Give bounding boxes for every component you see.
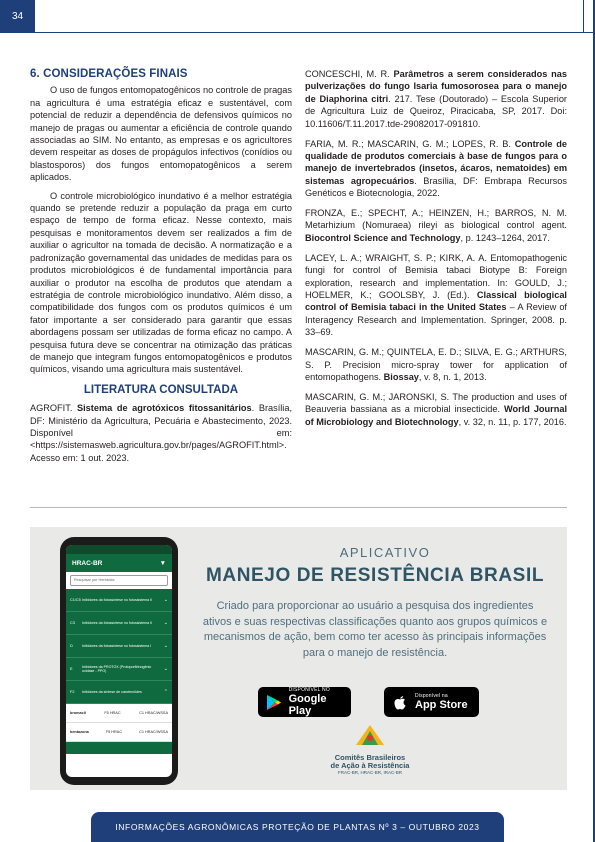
phone-list-item: C1/C5 Inibidores da fotossíntese no fotossistema II ⌄ xyxy=(66,589,172,612)
page-number: 34 xyxy=(0,0,35,32)
phone-herbicide-row: bromacil F5 HRAC C1 HRAC/WSSA xyxy=(66,704,172,723)
google-play-icon xyxy=(263,694,285,711)
chevron-up-icon: ⌃ xyxy=(163,689,168,695)
banner-subtitle: APLICATIVO xyxy=(339,545,431,560)
cba-logo: Comitês Brasileiros de Ação à Resistência FRAC-BR, HRAC-BR, IRAC-BR xyxy=(330,723,410,783)
phone-app-title: HRAC-BR xyxy=(72,559,103,567)
filter-icon: ▼ xyxy=(159,559,166,567)
reference-item: LACEY, L. A.; WRAIGHT, S. P.; KIRK, A. A. Entomopathogenic fungi for control of Bemisia tabaci Biotype B: Foreign exploration, research and implementation. In: GOULD, J.; HOELMER, K.; GOOLSBY, J. (Ed.). Classical biological control of Bemisia tabaci in the United States – A Review of Interagency Research and Implementation. Springer, 2008. p. 33–69. xyxy=(305,252,567,338)
app-banner[interactable] xyxy=(30,527,567,790)
reference-item: MASCARIN, G. M.; QUINTELA, E. D.; SILVA, E. G.; ARTHURS, S. P. Precision micro-spray tower for application of entomopathogens. Biossay, v. 8, n. 1, 2013. xyxy=(305,347,567,382)
section-heading: 6. CONSIDERAÇÕES FINAIS xyxy=(30,68,188,80)
app-store-button[interactable]: Disponível na App Store xyxy=(384,687,479,717)
phone-mockup xyxy=(60,537,178,785)
reference-item: CONCESCHI, M. R. Parâmetros a serem considerados nas pulverizações do fungo Isaria fumosorosea para o manejo de Diaphorina citri. 217. Tese (Doutorado) – Escola Superior de Agricultura Luiz de Queiroz, Piracicaba, SP, 2017. Doi: 10.11606/T.11.2017.tde-29082017-091810. xyxy=(305,69,567,129)
phone-list xyxy=(66,589,172,704)
google-play-button[interactable]: DISPONÍVEL NO Google Play xyxy=(258,687,351,717)
reference-item: MASCARIN, G. M.; JARONSKI, S. The production and uses of Beauveria bassiana as a microbial insecticide. World Journal of Microbiology and Biotechnology, v. 32, n. 11, p. 177, 2016. xyxy=(305,391,568,427)
reference-item: FRONZA, E.; SPECHT, A.; HEINZEN, H.; BARROS, N. M. Metarhizium (Nomuraea) rileyi as biological control agent. Biocontrol Science and Technology, p. 1243–1264, 2017. xyxy=(305,208,567,243)
chevron-down-icon: ⌄ xyxy=(163,666,168,672)
phone-list-item: F2 Inibidores da síntese de carotenóides ⌃ xyxy=(66,681,172,704)
phone-list-item: C3 Inibidores da fotossíntese no fotossistema II ⌄ xyxy=(66,612,172,635)
apple-icon xyxy=(389,694,411,711)
header-rule xyxy=(0,32,595,33)
right-column xyxy=(305,68,567,436)
phone-list-item: E Inibidores da PROTOX (Protoporfirinogênio oxidase - PPO) ⌄ xyxy=(66,658,172,681)
phone-list-item: D Inibidores da fotossíntese no fotossistema I ⌄ xyxy=(66,635,172,658)
chevron-down-icon: ⌄ xyxy=(163,620,168,626)
phone-nav-bar xyxy=(66,742,172,754)
banner-separator xyxy=(30,507,567,508)
phone-status-bar xyxy=(66,545,172,554)
banner-title: MANEJO DE RESISTÊNCIA BRASIL xyxy=(205,565,545,586)
reference-item: FARIA, M. R.; MASCARIN, G. M.; LOPES, R. B. Controle de qualidade de produtos comerciais à base de fungos para o manejo de invertebrados (insetos, ácaros, nematoides) em sistemas agropecuários. Brasília, DF: Embrapa Recursos Genéticos e Biotecnologia, 2022. xyxy=(305,138,567,199)
phone-herbicide-row: bentazona F5 HRAC C1 HRAC/WSSA xyxy=(66,723,172,742)
cba-emblem-icon xyxy=(353,723,387,747)
left-column xyxy=(30,68,292,472)
chevron-down-icon: ⌄ xyxy=(163,643,168,649)
chevron-down-icon: ⌄ xyxy=(163,597,168,603)
banner-description: Criado para proporcionar ao usuário a pesquisa dos ingredientes ativos e suas respectivas classificações quanto aos grupos químicos e mecanismos de ação, bem como ter acesso às principais informações para o manejo de resistência. xyxy=(202,600,548,659)
phone-search-input: Pesquisar por Herbicida xyxy=(70,575,168,586)
literature-heading: LITERATURA CONSULTADA xyxy=(83,383,239,396)
page-footer: INFORMAÇÕES AGRONÔMICAS PROTEÇÃO DE PLANTAS Nº 3 – OUTUBRO 2023 xyxy=(91,812,504,842)
phone-screen xyxy=(66,545,172,777)
phone-app-header xyxy=(66,554,172,572)
paragraph: O controle microbiológico inundativo é a melhor estratégia quando se pretende reduzir a população da praga em curto espaço de tempo de forma eficaz. Nesse contexto, mais pesquisas e monitoramentos devem ser realizados a fim de auxiliar o agricultor na tomada de decisão. A normatização e a padronização governamental das unidades de medidas para os produtos microbiológicos é de fundamental importância para auxiliar o produtor na escolha de produtos que atendam a estratégia de controle microbiológico inundativo. Além disso, a compatibilidade dos fungos com os produtos químicos é um fator importante a ser considerado para garantir que essas abordagens possam ser utilizadas de forma eficaz no campo. A pesquisa futura deve se concentrar na otimização das práticas de manejo que integram fungos entomopatogênicos e produtos químicos, visando uma agricultura mais sustentável. xyxy=(30,190,292,375)
reference-item: AGROFIT. Sistema de agrotóxicos fitossanitários. Brasília, DF: Ministério da Agricultura, Pecuária e Abastecimento, 2023. Disponível em: <https://sistemasweb.agricultura.gov.br/pages/AGROFIT.html>. Acesso em: 1 out. 2023. xyxy=(30,403,293,463)
paragraph: O uso de fungos entomopatogênicos no controle de pragas na agricultura é uma estratégia eficaz e sustentável, com potencial de reduzir a dependência de defensivos químicos no manejo de pragas ou aumentar a eficiência de controle quando associadas ao SIM. No entanto, as empresas e os agricultores devem respeitar as doses de propágulos infectivos (conídios ou blastosporos) dos fungos entomopatogênicos a serem aplicados. xyxy=(30,85,292,183)
